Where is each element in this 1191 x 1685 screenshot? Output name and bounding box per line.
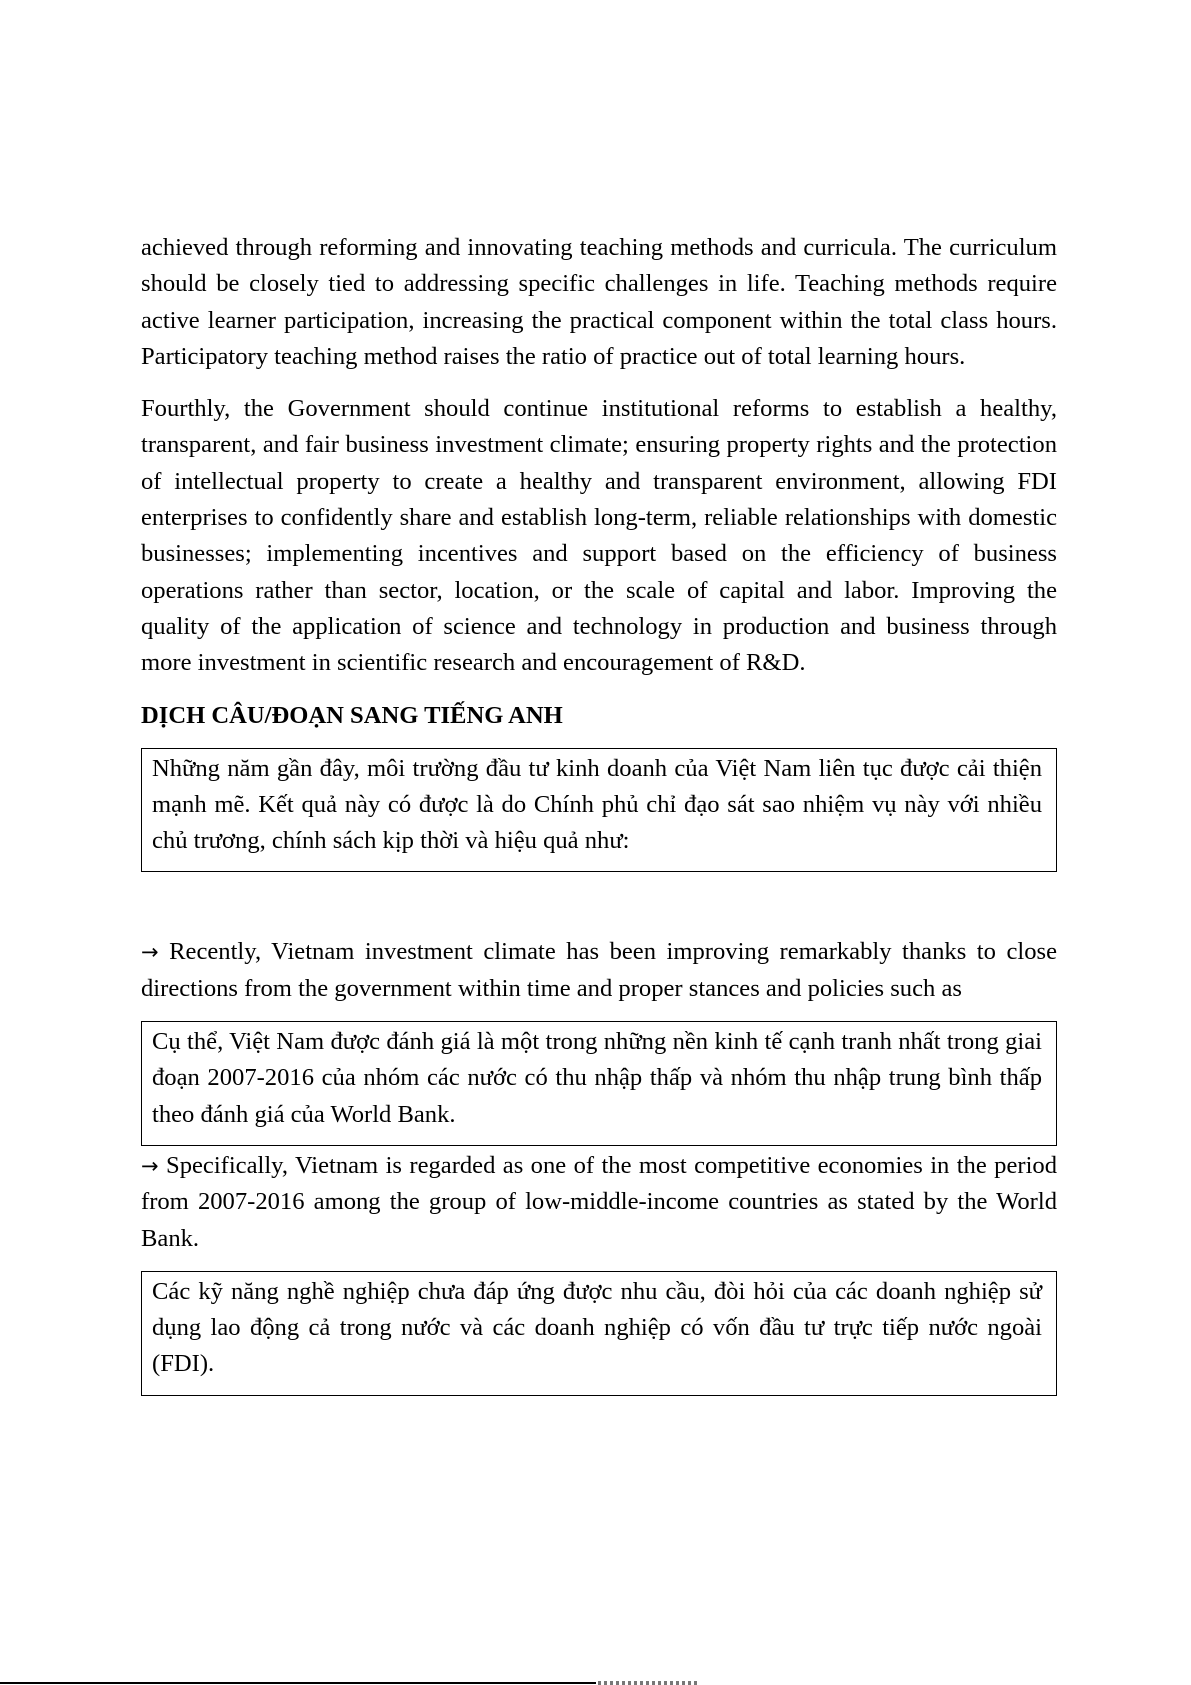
section-heading: DỊCH CÂU/ĐOẠN SANG TIẾNG ANH [141,701,563,729]
vietnamese-source-box-3 [141,1271,1057,1396]
paragraph-fourthly-reforms: Fourthly, the Government should continue institutional reforms to establish a healthy, transparent, and fair business investment climate; ensuring property rights and the protection of intellectual property to create a healthy and transparent environment, allowing FDI enterprises to confidently share and establish long-term, reliable relationships with domestic businesses; implementing incentives and support based on the efficiency of business operations rather than sector, location, or the scale of capital and labor. Improving the quality of the application of science and technology in production and business through more investment in scientific research and encouragement of R&D. [141,395,1057,677]
english-translation-1 [141,934,1057,1007]
english-text: Recently, Vietnam investment climate has been improving remarkably thanks to close directions from the government within time and proper stances and policies such as [141,938,1057,1002]
english-text: Specifically, Vietnam is regarded as one of the most competitive economies in the period from 2007-2016 among the group of low-middle-income countries as stated by the World Bank. [141,1151,1057,1252]
document-page [141,230,1057,1396]
english-translation-2 [141,1148,1057,1257]
vietnamese-text: Các kỹ năng nghề nghiệp chưa đáp ứng được nhu cầu, đòi hỏi của các doanh nghiệp sử dụng lao động cả trong nước và các doanh nghiệp có vốn đầu tư trực tiếp nước ngoài (FDI). [152,1277,1042,1378]
vietnamese-text: Cụ thể, Việt Nam được đánh giá là một trong những nền kinh tế cạnh tranh nhất trong giai đoạn 2007-2016 của nhóm các nước có thu nhập thấp và nhóm thu nhập trung bình thấp theo đánh giá của World Bank. [152,1028,1042,1128]
vietnamese-source-box-2 [141,1021,1057,1146]
arrow-right-icon: → [141,940,159,965]
arrow-right-icon: → [141,1153,159,1178]
footer-mark [598,1681,698,1685]
vietnamese-source-box-1 [141,748,1057,873]
paragraph-teaching-methods: achieved through reforming and innovating teaching methods and curricula. The curriculum should be closely tied to addressing specific challenges in life. Teaching methods require active learner participation, increasing the practical component within the total class hours. Participatory teaching method raises the ratio of practice out of total learning hours. [141,234,1057,370]
footer-rule [0,1682,596,1684]
vietnamese-text: Những năm gần đây, môi trường đầu tư kinh doanh của Việt Nam liên tục được cải thiện mạnh mẽ. Kết quả này có được là do Chính phủ chỉ đạo sát sao nhiệm vụ này với nhiều chủ trương, chính sách kịp thời và hiệu quả như: [152,754,1042,855]
